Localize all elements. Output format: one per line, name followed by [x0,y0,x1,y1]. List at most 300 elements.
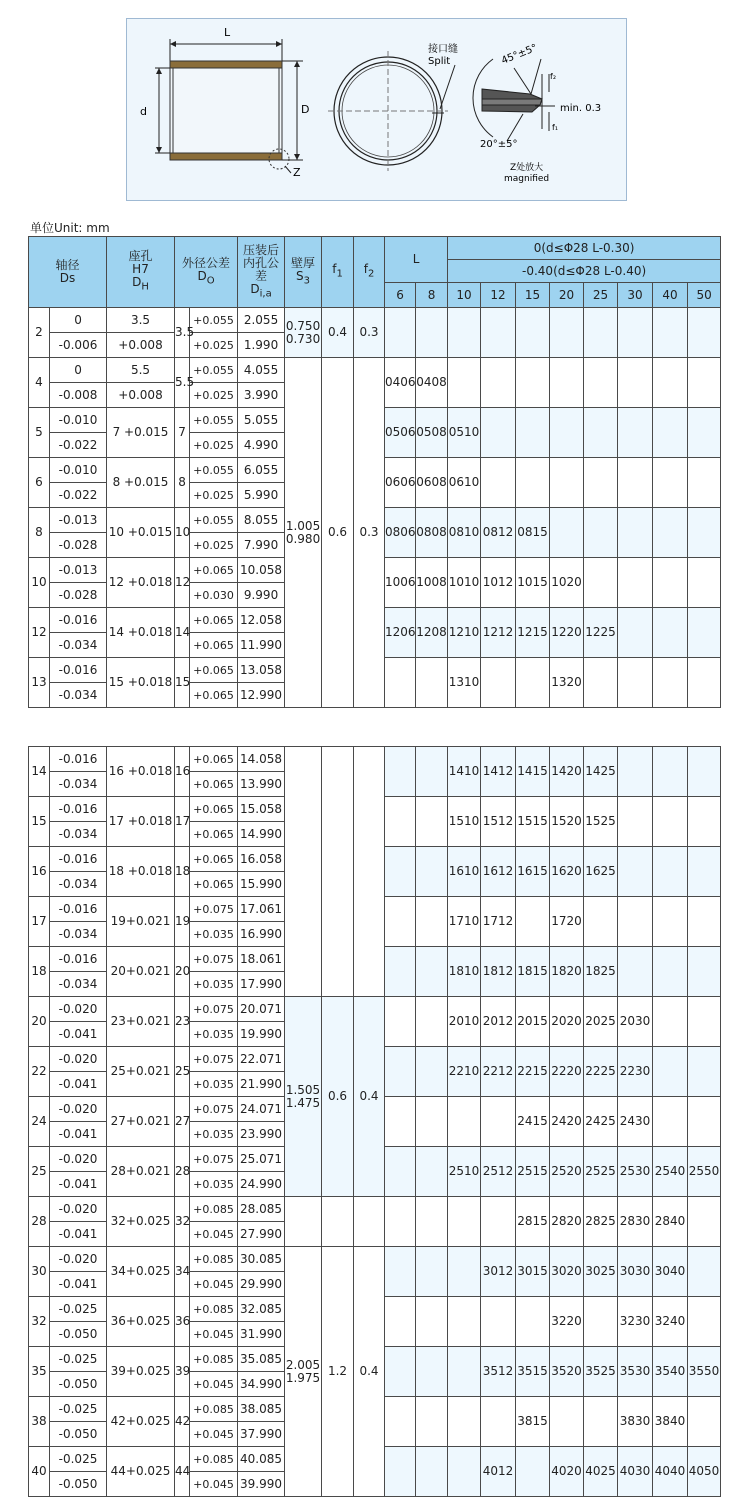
part-number: 1208 [416,608,448,658]
empty-cell [688,608,721,658]
od-tol-lower: +0.045 [190,1422,238,1447]
od-tol-upper: +0.065 [190,608,238,633]
part-number: 1015 [516,558,550,608]
f2-value: 0.3 [354,308,385,358]
id-upper: 40.085 [238,1447,285,1472]
empty-cell [550,358,584,408]
od-tol-lower: +0.065 [190,633,238,658]
part-number: 2025 [584,997,618,1047]
f2-value [354,747,385,997]
empty-cell [584,558,618,608]
split-label-cn: 接口缝 [428,44,458,55]
shaft-tol-upper: -0.016 [50,847,107,872]
id-lower: 21.990 [238,1072,285,1097]
id-lower: 14.990 [238,822,285,847]
empty-cell [448,358,481,408]
cell-line: 外径公差 [182,255,231,270]
id-upper: 4.055 [238,358,285,383]
empty-cell [688,1047,721,1097]
empty-cell [688,658,721,708]
empty-cell [653,508,688,558]
part-number: 2525 [584,1147,618,1197]
part-number: 2520 [550,1147,584,1197]
header-seat [107,237,175,308]
od-size: 34 [175,1247,190,1297]
empty-cell [618,658,653,708]
id-upper: 10.058 [238,558,285,583]
empty-cell [385,658,416,708]
part-number: 2015 [516,997,550,1047]
od-tol-upper: +0.085 [190,1297,238,1322]
shaft-dia: 22 [29,1047,50,1097]
header-row [29,237,721,260]
seat-size: 7 +0.015 [107,408,175,458]
seat-size: 8 +0.015 [107,458,175,508]
od-size: 16 [175,747,190,797]
cell-line: 轴径 [55,258,80,272]
spec-table-part2 [28,746,721,1497]
part-number: 3530 [618,1347,653,1397]
shaft-tol-lower: -0.034 [50,872,107,897]
cell-line: 2.005 [285,1357,321,1372]
empty-cell [688,997,721,1047]
part-number: 1525 [584,797,618,847]
id-upper: 17.061 [238,897,285,922]
od-tol-lower: +0.035 [190,1172,238,1197]
id-lower: 5.990 [238,483,285,508]
shaft-tol-upper: -0.016 [50,608,107,633]
id-lower: 17.990 [238,972,285,997]
split-label-en: Split [428,56,451,67]
empty-cell [385,947,416,997]
empty-cell [688,558,721,608]
header-od [175,237,238,308]
seat-size: 44+0.025 [107,1447,175,1497]
empty-cell [416,1097,448,1147]
empty-cell [688,1397,721,1447]
empty-cell [416,1047,448,1097]
od-size: 25 [175,1047,190,1097]
seat-size: 32+0.025 [107,1197,175,1247]
od-tol-upper: +0.055 [190,358,238,383]
part-number: 2230 [618,1047,653,1097]
part-number: 1820 [550,947,584,997]
empty-cell [688,408,721,458]
empty-cell [416,847,448,897]
empty-cell [416,308,448,358]
part-number: 4012 [481,1447,516,1497]
length-header-20: 20 [550,283,584,308]
part-number: 3550 [688,1347,721,1397]
empty-cell [688,358,721,408]
empty-cell [516,408,550,458]
part-number: 4050 [688,1447,721,1497]
cell-line: H7 [132,262,149,277]
angle-top: 45°±5° [500,42,539,67]
shaft-dia: 18 [29,947,50,997]
table-row [29,308,721,333]
empty-cell [448,1097,481,1147]
seat-size: 19+0.021 [107,897,175,947]
part-number: 0610 [448,458,481,508]
shaft-tol-lower: -0.041 [50,1272,107,1297]
part-number: 3525 [584,1347,618,1397]
end-view [328,51,455,171]
id-lower: 1.990 [238,333,285,358]
od-size: 17 [175,797,190,847]
shaft-tol-upper: -0.020 [50,1097,107,1122]
shaft-tol-upper: -0.025 [50,1397,107,1422]
empty-cell [516,1447,550,1497]
id-lower: 19.990 [238,1022,285,1047]
part-number: 1210 [448,608,481,658]
shaft-tol-upper: -0.013 [50,508,107,533]
length-header-25: 25 [584,283,618,308]
empty-cell [618,358,653,408]
od-tol-upper: +0.085 [190,1247,238,1272]
empty-cell [584,897,618,947]
od-tol-lower: +0.030 [190,583,238,608]
shaft-dia: 24 [29,1097,50,1147]
od-tol-upper: +0.065 [190,747,238,772]
cell-line: 1.005 [285,518,321,533]
empty-cell [618,797,653,847]
od-tol-upper: +0.065 [190,558,238,583]
wall-thickness [285,308,322,358]
shaft-tol-lower: -0.050 [50,1422,107,1447]
shaft-tol-lower: -0.022 [50,483,107,508]
id-upper: 13.058 [238,658,285,683]
shaft-dia: 32 [29,1297,50,1347]
part-number: 2512 [481,1147,516,1197]
part-number: 2820 [550,1197,584,1247]
shaft-dia: 12 [29,608,50,658]
od-tol-upper: +0.085 [190,1197,238,1222]
part-number: 1020 [550,558,584,608]
od-tol-upper: +0.055 [190,508,238,533]
shaft-dia: 38 [29,1397,50,1447]
id-lower: 39.990 [238,1472,285,1497]
empty-cell [688,1097,721,1147]
od-size: 3.5 [175,308,190,358]
empty-cell [653,1097,688,1147]
empty-cell [618,408,653,458]
part-number: 0408 [416,358,448,408]
empty-cell [688,847,721,897]
shaft-tol-lower: -0.034 [50,683,107,708]
id-upper: 6.055 [238,458,285,483]
shaft-tol-upper: -0.020 [50,1147,107,1172]
seat-size: 18 +0.018 [107,847,175,897]
empty-cell [416,1447,448,1497]
empty-cell [618,458,653,508]
empty-cell [448,1397,481,1447]
empty-cell [688,508,721,558]
shaft-tol-upper: -0.025 [50,1347,107,1372]
id-upper: 24.071 [238,1097,285,1122]
label-d-inner: d [140,105,147,118]
part-number: 2210 [448,1047,481,1097]
od-size: 28 [175,1147,190,1197]
od-tol-lower: +0.065 [190,872,238,897]
id-upper: 14.058 [238,747,285,772]
header-f1: $f_1$ [322,237,354,308]
part-number: 3025 [584,1247,618,1297]
id-upper: 35.085 [238,1347,285,1372]
od-tol-lower: +0.025 [190,483,238,508]
seat-size: 39+0.025 [107,1347,175,1397]
shaft-tol-lower: -0.050 [50,1322,107,1347]
wall-thickness [285,1247,322,1497]
shaft-tol-upper: -0.016 [50,947,107,972]
part-number: 0508 [416,408,448,458]
empty-cell [385,1397,416,1447]
id-upper: 2.055 [238,308,285,333]
part-number: 1612 [481,847,516,897]
wall-thickness [285,358,322,708]
min-label: min. 0.3 [560,103,602,114]
wall-thickness [285,1197,322,1247]
shaft-dia: 13 [29,658,50,708]
empty-cell [481,408,516,458]
f2-label: f₂ [550,72,557,81]
part-number: 3012 [481,1247,516,1297]
empty-cell [481,1397,516,1447]
part-number: 3230 [618,1297,653,1347]
seat-size: 36+0.025 [107,1297,175,1347]
shaft-dia: 15 [29,797,50,847]
empty-cell [481,1297,516,1347]
f1-value: 1.2 [322,1247,354,1497]
part-number: 0510 [448,408,481,458]
empty-cell [653,997,688,1047]
part-number: 2212 [481,1047,516,1097]
part-number: 2515 [516,1147,550,1197]
part-number: 3240 [653,1297,688,1347]
shaft-tol-lower: -0.028 [50,533,107,558]
seat-size: 10 +0.015 [107,508,175,558]
shaft-tol-upper: -0.013 [50,558,107,583]
empty-cell [550,1397,584,1447]
part-number: 1710 [448,897,481,947]
shaft-tol-upper: -0.016 [50,658,107,683]
empty-cell [550,408,584,458]
empty-cell [550,308,584,358]
part-number: 1712 [481,897,516,947]
id-upper: 8.055 [238,508,285,533]
empty-cell [416,997,448,1047]
od-tol-lower: +0.065 [190,822,238,847]
od-size: 44 [175,1447,190,1497]
part-number: 1425 [584,747,618,797]
part-number: 1412 [481,747,516,797]
part-number: 2830 [618,1197,653,1247]
seat-size: 34+0.025 [107,1247,175,1297]
side-view [155,39,303,173]
part-number: 1720 [550,897,584,947]
angle-bottom: 20°±5° [480,139,518,150]
shaft-tol-lower: -0.050 [50,1472,107,1497]
od-tol-upper: +0.075 [190,1147,238,1172]
empty-cell [385,1047,416,1097]
od-size: 18 [175,847,190,897]
seat-size: 3.5 [107,308,175,333]
empty-cell [481,658,516,708]
empty-cell [618,847,653,897]
header-shaft [29,237,107,308]
f1-value [322,747,354,997]
empty-cell [688,897,721,947]
part-number: 4040 [653,1447,688,1497]
length-header-6: 6 [385,283,416,308]
id-lower: 24.990 [238,1172,285,1197]
od-size: 7 [175,408,190,458]
part-number: 0815 [516,508,550,558]
empty-cell [584,1397,618,1447]
part-number: 4025 [584,1447,618,1497]
part-number: 3520 [550,1347,584,1397]
f2-value [354,1197,385,1247]
empty-cell [584,1297,618,1347]
empty-cell [385,797,416,847]
shaft-tol-upper: -0.016 [50,797,107,822]
shaft-tol-lower: -0.008 [50,383,107,408]
od-tol-lower: +0.025 [190,433,238,458]
part-number: 1008 [416,558,448,608]
spec-table-part1 [28,236,721,708]
part-number: 1510 [448,797,481,847]
od-tol-upper: +0.055 [190,458,238,483]
bushing-drawing [127,19,626,200]
od-size: 39 [175,1347,190,1397]
shaft-tol-upper: -0.016 [50,747,107,772]
part-number: 1610 [448,847,481,897]
empty-cell [385,308,416,358]
od-tol-lower: +0.045 [190,1222,238,1247]
id-upper: 28.085 [238,1197,285,1222]
cell-line: 1.475 [285,1095,321,1110]
empty-cell [448,1247,481,1297]
shaft-tol-lower: -0.034 [50,772,107,797]
empty-cell [653,747,688,797]
length-header-8: 8 [416,283,448,308]
part-number: 0812 [481,508,516,558]
part-number: 1515 [516,797,550,847]
seat-tol: +0.008 [107,333,175,358]
wall-thickness [285,997,322,1197]
empty-cell [416,1247,448,1297]
part-number: 3015 [516,1247,550,1297]
empty-cell [416,797,448,847]
part-number: 1620 [550,847,584,897]
header-id [238,237,285,308]
seat-size: 28+0.021 [107,1147,175,1197]
empty-cell [448,1297,481,1347]
seat-size: 15 +0.018 [107,658,175,708]
cell-line: $S_3$ [296,268,311,287]
id-upper: 15.058 [238,797,285,822]
part-number: 0810 [448,508,481,558]
empty-cell [688,1197,721,1247]
empty-cell [416,1347,448,1397]
empty-cell [653,897,688,947]
shaft-tol-lower: -0.041 [50,1122,107,1147]
empty-cell [584,458,618,508]
cell-line: 0.980 [285,531,321,546]
shaft-tol-lower: -0.022 [50,433,107,458]
id-upper: 12.058 [238,608,285,633]
id-lower: 34.990 [238,1372,285,1397]
empty-cell [416,947,448,997]
shaft-dia: 4 [29,358,50,408]
part-number: 3512 [481,1347,516,1397]
empty-cell [584,408,618,458]
header-l-note1: 0(d≤Φ28 L-0.30) [448,237,721,260]
shaft-tol-lower: -0.041 [50,1072,107,1097]
cell-line: 内孔公 [243,255,280,270]
shaft-tol-lower: -0.028 [50,583,107,608]
empty-cell [481,458,516,508]
empty-cell [653,947,688,997]
od-tol-lower: +0.045 [190,1322,238,1347]
part-number: 1812 [481,947,516,997]
seat-size: 23+0.021 [107,997,175,1047]
empty-cell [416,747,448,797]
magnified-cn: Z处放大 [510,163,544,173]
seat-size: 27+0.021 [107,1097,175,1147]
empty-cell [416,1297,448,1347]
id-upper: 38.085 [238,1397,285,1422]
od-tol-upper: +0.065 [190,658,238,683]
empty-cell [385,1097,416,1147]
id-lower: 13.990 [238,772,285,797]
id-upper: 20.071 [238,997,285,1022]
od-tol-lower: +0.035 [190,1072,238,1097]
empty-cell [618,508,653,558]
od-tol-upper: +0.085 [190,1447,238,1472]
empty-cell [385,997,416,1047]
part-number: 2550 [688,1147,721,1197]
table-row [29,747,721,772]
cell-line: 0.750 [285,318,321,333]
empty-cell [618,747,653,797]
part-number: 2020 [550,997,584,1047]
shaft-tol-upper: -0.010 [50,458,107,483]
shaft-dia: 2 [29,308,50,358]
od-tol-lower: +0.045 [190,1472,238,1497]
part-number: 1225 [584,608,618,658]
empty-cell [688,1247,721,1297]
length-header-40: 40 [653,283,688,308]
table-row [29,358,721,383]
z-detail [473,59,555,141]
part-number: 0406 [385,358,416,408]
subscript: H [141,281,149,293]
empty-cell [448,1197,481,1247]
part-number: 3840 [653,1397,688,1447]
length-header-50: 50 [688,283,721,308]
cell-line: 1.975 [285,1370,321,1385]
part-number: 2840 [653,1197,688,1247]
id-lower: 3.990 [238,383,285,408]
shaft-dia: 5 [29,408,50,458]
id-lower: 15.990 [238,872,285,897]
unit-label: 单位Unit: mm [30,221,110,235]
f1-label: f₁ [552,123,559,132]
cell-line: $D_H$ [132,275,149,293]
part-number: 2220 [550,1047,584,1097]
od-tol-upper: +0.075 [190,947,238,972]
